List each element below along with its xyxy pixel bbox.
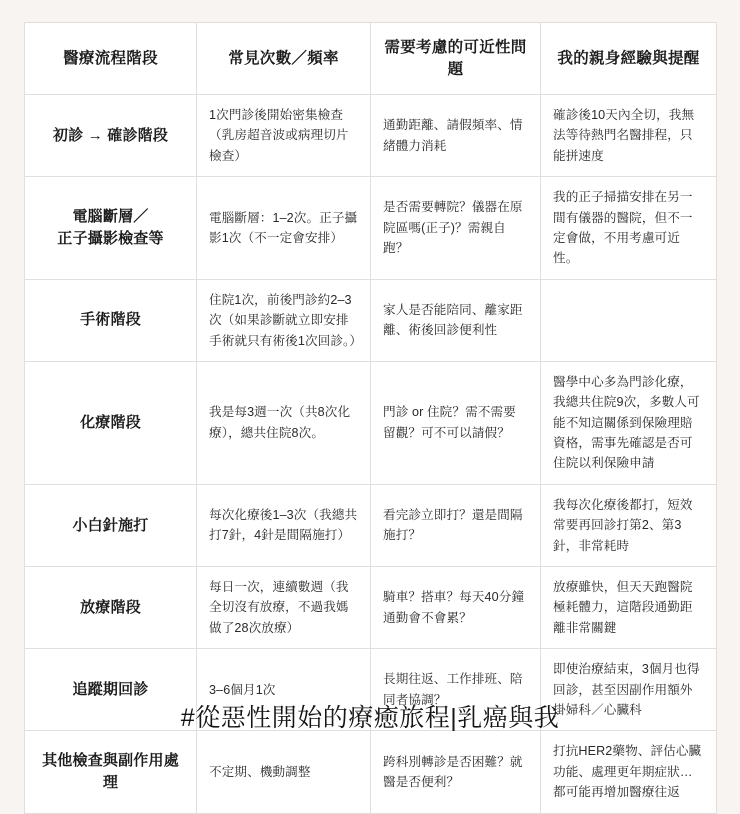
cell-stage: 其他檢查與副作用處理 bbox=[25, 731, 197, 813]
cell-frequency: 3–6個月1次 bbox=[197, 649, 371, 731]
column-header-experience: 我的親身經驗與提醒 bbox=[541, 23, 717, 95]
cell-experience bbox=[541, 279, 717, 361]
treatment-access-table-wrapper bbox=[24, 22, 716, 814]
cell-stage: 電腦斷層／ 正子攝影檢查等 bbox=[25, 177, 197, 280]
cell-access-issue: 看完診立即打？還是間隔施打？ bbox=[371, 484, 541, 566]
table-row bbox=[25, 361, 717, 484]
cell-access-issue: 長期往返、工作排班、陪同者協調？ bbox=[371, 649, 541, 731]
cell-access-issue: 跨科別轉診是否困難？就醫是否便利？ bbox=[371, 731, 541, 813]
cell-experience: 確診後10天內全切，我無法等待熱門名醫排程，只能拼速度 bbox=[541, 95, 717, 177]
cell-frequency: 電腦斷層：1–2次。正子攝影1次（不一定會安排） bbox=[197, 177, 371, 280]
table-header-row bbox=[25, 23, 717, 95]
cell-stage: 放療階段 bbox=[25, 567, 197, 649]
cell-access-issue: 門診 or 住院？需不需要留觀？可不可以請假？ bbox=[371, 361, 541, 484]
table-row bbox=[25, 731, 717, 813]
cell-frequency: 不定期、機動調整 bbox=[197, 731, 371, 813]
cell-access-issue: 通勤距離、請假頻率、情緒體力消耗 bbox=[371, 95, 541, 177]
footer-hashtag: #從惡性開始的療癒旅程|乳癌與我 bbox=[180, 704, 560, 732]
cell-experience: 我每次化療後都打，短效常要再回診打第2、第3針，非常耗時 bbox=[541, 484, 717, 566]
cell-stage: 小白針施打 bbox=[25, 484, 197, 566]
cell-experience: 我的正子掃描安排在另一間有儀器的醫院，但不一定會做，不用考慮可近性。 bbox=[541, 177, 717, 280]
column-header-access-issue: 需要考慮的可近性問題 bbox=[371, 23, 541, 95]
table-row bbox=[25, 567, 717, 649]
cell-experience: 即使治療結束，3個月也得回診，甚至因副作用額外掛婦科／心臟科 bbox=[541, 649, 717, 731]
cell-frequency: 1次門診後開始密集檢查（乳房超音波或病理切片檢查） bbox=[197, 95, 371, 177]
cell-frequency: 住院1次，前後門診約2–3次（如果診斷就立即安排手術就只有術後1次回診。） bbox=[197, 279, 371, 361]
table-row bbox=[25, 95, 717, 177]
cell-stage: 化療階段 bbox=[25, 361, 197, 484]
cell-frequency: 每次化療後1–3次（我總共打7針，4針是間隔施打） bbox=[197, 484, 371, 566]
table-row bbox=[25, 484, 717, 566]
cell-experience: 醫學中心多為門診化療，我總共住院9次，多數人可能不知這關係到保險理賠資格，需事先確認是否可住院以利保險申請 bbox=[541, 361, 717, 484]
cell-stage: 初診 → 確診階段 bbox=[25, 95, 197, 177]
table-row bbox=[25, 279, 717, 361]
cell-frequency: 我是每3週一次（共8次化療），總共住院8次。 bbox=[197, 361, 371, 484]
column-header-stage: 醫療流程階段 bbox=[25, 23, 197, 95]
cell-access-issue: 騎車？搭車？每天40分鐘通勤會不會累？ bbox=[371, 567, 541, 649]
table-row bbox=[25, 177, 717, 280]
table-header bbox=[25, 23, 717, 95]
cell-access-issue: 家人是否能陪同、離家距離、術後回診便利性 bbox=[371, 279, 541, 361]
column-header-frequency: 常見次數／頻率 bbox=[197, 23, 371, 95]
cell-frequency: 每日一次，連續數週（我全切沒有放療，不過我媽做了28次放療） bbox=[197, 567, 371, 649]
cell-experience: 放療雖快，但天天跑醫院極耗體力，這階段通勤距離非常關鍵 bbox=[541, 567, 717, 649]
cell-stage: 手術階段 bbox=[25, 279, 197, 361]
cell-stage: 追蹤期回診 bbox=[25, 649, 197, 731]
cell-access-issue: 是否需要轉院？儀器在原院區嗎(正子)？需親自跑？ bbox=[371, 177, 541, 280]
cell-experience: 打抗HER2藥物、評估心臟功能、處理更年期症狀…都可能再增加醫療往返 bbox=[541, 731, 717, 813]
treatment-access-table bbox=[24, 22, 717, 814]
